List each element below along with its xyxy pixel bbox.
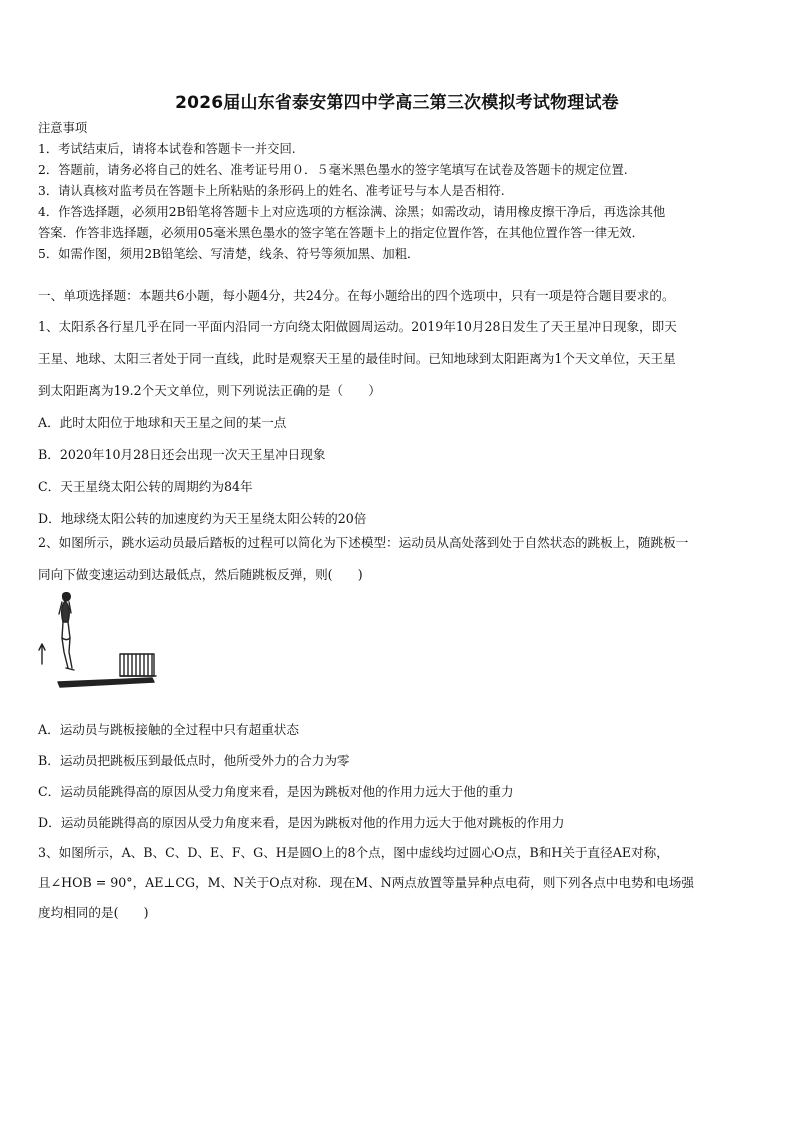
notice-section [38, 118, 758, 265]
exam-title: 2026届山东省泰安第四中学高三第三次模拟考试物理试卷 [175, 93, 619, 113]
question-2-option-d: D．运动员能跳得高的原因从受力角度来看，是因为跳板对他的作用力远大于他对跳板的作用力 [38, 815, 565, 830]
question-3-text: 3、如图所示，A、B、C、D、E、F、G、H是圆O上的8个点，图中虚线均过圆心O点，B和H关于直径AE对称， [38, 845, 669, 860]
section-heading-block [38, 285, 758, 307]
question-1-text: 王星、地球、太阳三者处于同一直线，此时是观察天王星的最佳时间。已知地球到太阳距离为1个天文单位，天王星 [38, 351, 676, 366]
question-1-option-b: B．2020年10月28日还会出现一次天王星冲日现象 [38, 447, 326, 462]
question-2-option-c: C．运动员能跳得高的原因从受力角度来看，是因为跳板对他的作用力远大于他的重力 [38, 784, 514, 799]
notice-item: 4．作答选择题，必须用2B铅笔将答题卡上对应选项的方框涂满、涂黑；如需改动，请用橡皮擦干净后，再选涂其他 [38, 205, 666, 219]
question-3 [38, 838, 758, 928]
notice-item: 1．考试结束后，请将本试卷和答题卡一并交回. [38, 142, 296, 156]
question-3-text: 度均相同的是( ) [38, 905, 149, 920]
question-2-option-a: A．运动员与跳板接触的全过程中只有超重状态 [38, 722, 299, 737]
question-2-text: 2、如图所示，跳水运动员最后踏板的过程可以简化为下述模型：运动员从高处落到处于自然状态的跳板上，随跳板一 [38, 535, 689, 550]
question-1-text: 1、太阳系各行星几乎在同一平面内沿同一方向绕太阳做圆周运动。2019年10月28日发生了天王星冲日现象，即天 [38, 319, 677, 334]
question-1-option-d: D．地球绕太阳公转的加速度约为天王星绕太阳公转的20倍 [38, 511, 367, 526]
section-heading: 一、单项选择题：本题共6小题，每小题4分，共24分。在每小题给出的四个选项中，只有一项是符合题目要求的。 [38, 288, 675, 303]
notice-item: 3．请认真核对监考员在答题卡上所粘贴的条形码上的姓名、准考证号与本人是否相符. [38, 184, 505, 198]
notice-heading: 注意事项 [38, 121, 88, 135]
question-1-text: 到太阳距离为19.2个天文单位，则下列说法正确的是（ ） [38, 383, 381, 398]
question-1 [38, 311, 758, 535]
notice-item: 5．如需作图，须用2B铅笔绘、写清楚，线条、符号等须加黑、加粗． [38, 247, 420, 261]
question-2-text: 同向下做变速运动到达最低点，然后随跳板反弹，则( ) [38, 567, 363, 582]
question-1-option-a: A．此时太阳位于地球和天王星之间的某一点 [38, 415, 287, 430]
question-3-text: 且∠HOB = 90°，AE⊥CG，M、N关于O点对称．现在M、N两点放置等量异种点电荷，则下列各点中电势和电场强 [38, 875, 694, 890]
diving-board-figure [32, 592, 160, 700]
question-2 [38, 527, 758, 591]
notice-item: 答案．作答非选择题，必须用05毫米黑色墨水的签字笔在答题卡上的指定位置作答，在其他位置作答一律无效． [38, 226, 644, 240]
notice-item: 2．答题前，请务必将自己的姓名、准考证号用０．５毫米黑色墨水的签字笔填写在试卷及答题卡的规定位置. [38, 163, 628, 177]
question-2-options [38, 714, 758, 838]
question-2-option-b: B．运动员把跳板压到最低点时，他所受外力的合力为零 [38, 753, 350, 768]
question-1-option-c: C．天王星绕太阳公转的周期约为84年 [38, 479, 253, 494]
